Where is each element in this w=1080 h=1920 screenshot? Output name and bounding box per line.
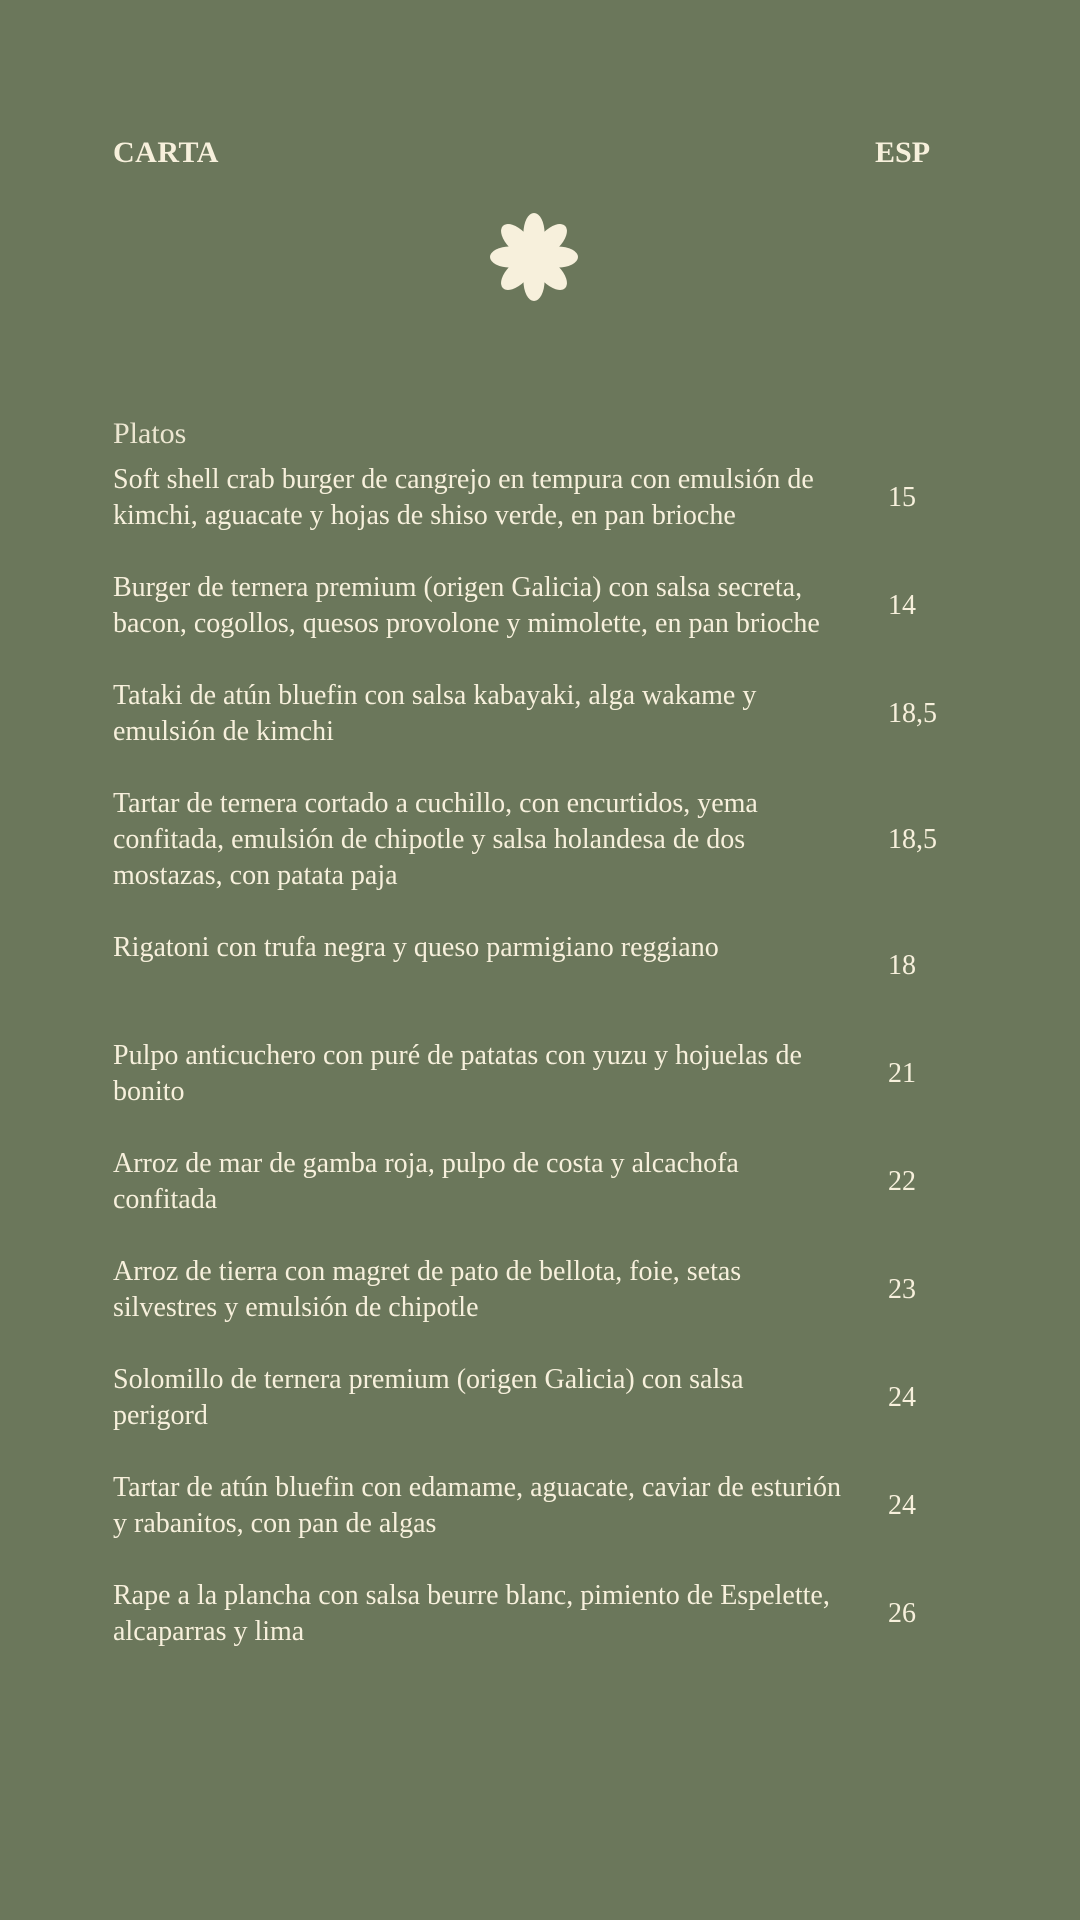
menu-item [113,1254,943,1326]
menu-item-price: 18,5 [888,698,937,729]
menu-item [113,786,943,894]
menu-item [113,1470,943,1542]
menu-title[interactable]: CARTA [113,136,219,169]
menu-item-description: Pulpo anticuchero con puré de patatas con yuzu y hojuelas de bonito [113,1040,802,1107]
menu-item-description: Tartar de atún bluefin con edamame, aguacate, caviar de esturión y rabanitos, con pan de algas [113,1472,842,1539]
menu-item-description: Arroz de mar de gamba roja, pulpo de costa y alcachofa confitada [113,1148,739,1215]
menu-item [113,678,943,750]
menu-item-description: Tataki de atún bluefin con salsa kabayaki, alga wakame y emulsión de kimchi [113,680,757,747]
menu-item-price: 15 [888,482,916,513]
menu-item-description: Arroz de tierra con magret de pato de bellota, foie, setas silvestres y emulsión de chipotle [113,1256,742,1323]
menu-item [113,1038,943,1110]
menu-item-price: 18,5 [888,824,937,855]
section-title: Platos [113,416,187,450]
flower-icon [490,213,578,301]
menu-item-description: Soft shell crab burger de cangrejo en tempura con emulsión de kimchi, aguacate y hojas de shiso verde, en pan brioche [113,464,814,531]
language-selector[interactable]: ESP [875,136,931,169]
menu-item [113,1146,943,1218]
menu-item-price: 24 [888,1382,916,1413]
menu-item-description: Tartar de ternera cortado a cuchillo, con encurtidos, yema confitada, emulsión de chipotle y salsa holandesa de dos mostazas, con patata paja [113,788,758,891]
menu-header [113,136,931,176]
menu-item-description: Solomillo de ternera premium (origen Galicia) con salsa perigord [113,1364,744,1431]
menu-item-price: 21 [888,1058,916,1089]
menu-item [113,1578,943,1650]
menu-item-price: 23 [888,1274,916,1305]
menu-item-price: 24 [888,1490,916,1521]
menu-item-description: Burger de ternera premium (origen Galicia) con salsa secreta, bacon, cogollos, quesos provolone y mimolette, en pan brioche [113,572,820,639]
menu-item-description: Rape a la plancha con salsa beurre blanc, pimiento de Espelette, alcaparras y lima [113,1580,830,1647]
menu-item-description: Rigatoni con trufa negra y queso parmigiano reggiano [113,932,719,963]
menu-item-price: 26 [888,1598,916,1629]
menu-item-price: 18 [888,950,916,981]
menu-item [113,930,943,1002]
menu-list [113,462,943,1650]
menu-item [113,462,943,534]
menu-item [113,1362,943,1434]
menu-item-price: 22 [888,1166,916,1197]
menu-item [113,570,943,642]
menu-item-price: 14 [888,590,916,621]
